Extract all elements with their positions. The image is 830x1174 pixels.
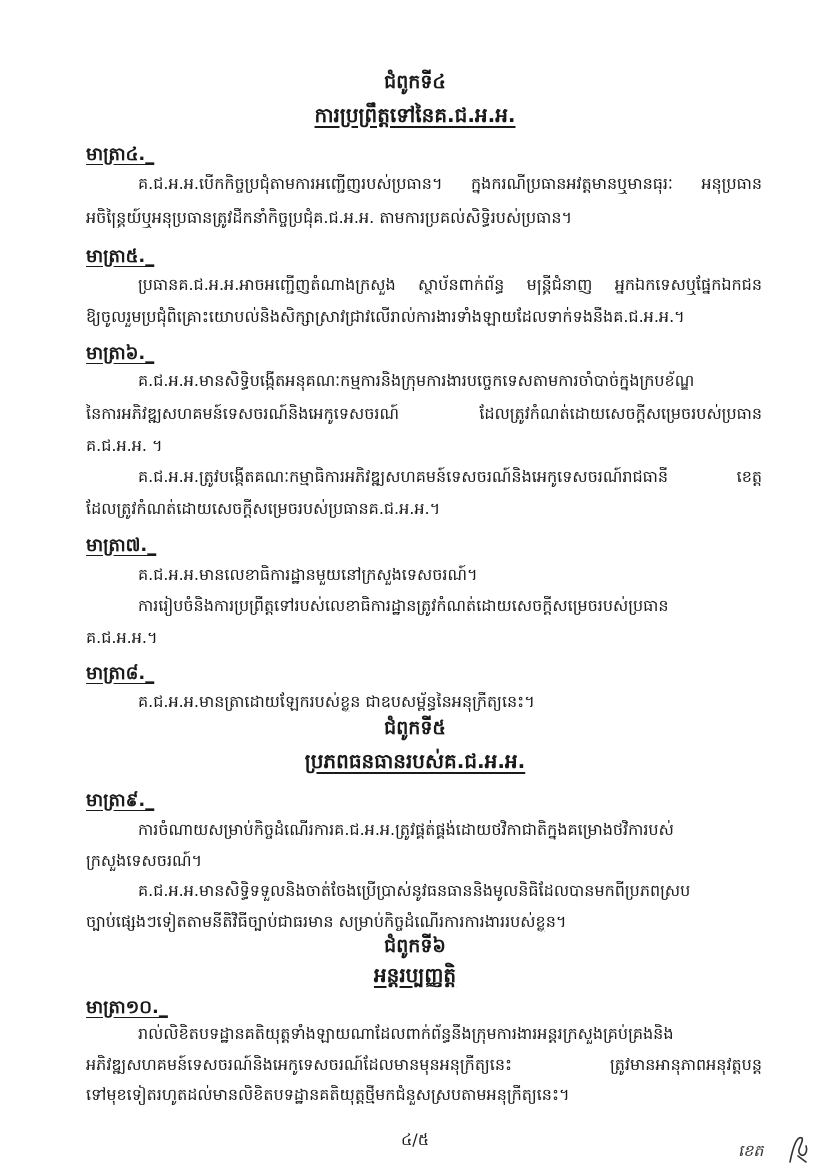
article-7-para-2-line-1: ការរៀបចំនិងការប្រព្រឹត្តទៅរបស់លេខាធិការដ្ឋានត្រូវកំណត់ដោយសេចក្តីសម្រេចរបស់ប្រធាន: [138, 596, 669, 615]
article-7-para-2-line-2: គ.ជ.អ.អ.។: [86, 628, 158, 647]
chapter-5-title: ប្រភពធនធានរបស់គ.ជ.អ.អ.: [304, 749, 526, 773]
article-5-line-2: ឱ្យចូលរួមប្រជុំពិគ្រោះយោបល់និងសិក្សាស្រាវជ្រាវលើរាល់ការងារទាំងឡាយដែលទាក់ទងនឹងគ.ជ.អ.អ.។: [86, 307, 685, 326]
article-4-line-2: អចិន្ត្រៃយ៍ឬអនុប្រធានត្រូវដឹកនាំកិច្ចប្រជុំគ.ជ.អ.អ. តាមការប្រគល់សិទ្ធិរបស់ប្រធាន។: [86, 208, 573, 227]
article-6-para-1-line-3: គ.ជ.អ.អ. ។: [86, 436, 163, 455]
article-10-line-1: រាល់លិខិតបទដ្ឋានគតិយុត្តទាំងឡាយណាដែលពាក់ព័ន្ធនឹងក្រុមការងារអន្តរក្រសួងគ្រប់គ្រងនិង: [138, 1024, 674, 1043]
article-6-para-2-line-2: ដែលត្រូវកំណត់ដោយសេចក្តីសម្រេចរបស់ប្រធានគ.ជ.អ.អ.។: [86, 499, 441, 518]
article-4-line-1: គ.ជ.អ.អ.បើកកិច្ចប្រជុំតាមការអញ្ជើញរបស់ប្រធាន។ ក្នុងករណីប្រធានអវត្តមានឬមានធុរៈ អនុប្រធាន: [138, 174, 762, 193]
article-6-para-2-line-1: គ.ជ.អ.អ.ត្រូវបង្កើតគណៈកម្មាធិការអភិវឌ្ឍសហគមន៍ទេសចរណ៍និងអេកូទេសចរណ៍រាជធានី ខេត្ត: [138, 467, 762, 486]
article-9-para-2-line-1: គ.ជ.អ.អ.មានសិទ្ធិទទួលនិងចាត់ចែងប្រើប្រាស់នូវធនធាននិងមូលនិធិដែលបានមកពីប្រភពស្រប: [138, 881, 691, 900]
chapter-6-heading: ជំពូកទី៦: [384, 935, 446, 957]
handwritten-note: ខេត: [738, 1141, 764, 1160]
article-6-para-1-line-2: នៃការអភិវឌ្ឍសហគមន៍ទេសចរណ៍និងអេកូទេសចរណ៍ ដែលត្រូវកំណត់ដោយសេចក្តីសម្រេចរបស់ប្រធាន: [86, 404, 762, 423]
article-9-para-1-line-2: ក្រសួងទេសចរណ៍។: [86, 851, 203, 870]
signature-mark-icon: [784, 1132, 814, 1168]
article-5-label: មាត្រា៥._: [86, 246, 155, 267]
article-9-para-2-line-2: ច្បាប់ផ្សេងៗទៀតតាមនីតិវិធីច្បាប់ជាធរមាន សម្រាប់កិច្ចដំណើរការការងាររបស់ខ្លួន។: [86, 912, 567, 931]
article-7-para-1: គ.ជ.អ.អ.មានលេខាធិការដ្ឋានមួយនៅក្រសួងទេសចរណ៍។: [138, 565, 478, 584]
chapter-5-heading: ជំពូកទី៥: [384, 717, 446, 739]
article-8-label: មាត្រា៨._: [86, 663, 155, 684]
article-10-line-3: ទៅមុខទៀតរហូតដល់មានលិខិតបទដ្ឋានគតិយុត្តថ្មីមកជំនួសស្របតាមអនុក្រឹត្យនេះ។: [86, 1085, 570, 1104]
article-6-para-1-line-1: គ.ជ.អ.អ.មានសិទ្ធិបង្កើតអនុគណៈកម្មការនិងក្រុមការងារបច្ចេកទេសតាមការចាំបាច់ក្នុងក្របខ័ណ្ឌ: [138, 371, 695, 390]
article-6-label: មាត្រា៦._: [86, 343, 155, 364]
article-8-para-1: គ.ជ.អ.អ.មានត្រាដោយឡែករបស់ខ្លួន ជាឧបសម្ព័ន្ធនៃអនុក្រឹត្យនេះ។: [138, 692, 535, 711]
article-4-label: មាត្រា៤._: [86, 144, 155, 165]
article-7-label: មាត្រា៧._: [86, 535, 157, 556]
chapter-4-title: ការប្រព្រឹត្តទៅនៃគ.ជ.អ.អ.: [314, 103, 516, 127]
page-number: ៤/៥: [400, 1130, 430, 1149]
chapter-4-heading: ជំពូកទី៤: [384, 71, 446, 93]
article-10-line-2: អភិវឌ្ឍសហគមន៍ទេសចរណ៍និងអេកូទេសចរណ៍ដែលមានមុនអនុក្រឹត្យនេះ ត្រូវមានអានុភាពអនុវត្តបន្ត: [86, 1055, 762, 1074]
article-9-para-1-line-1: ការចំណាយសម្រាប់កិច្ចដំណើរការគ.ជ.អ.អ.ត្រូវផ្គត់ផ្គង់ដោយថវិកាជាតិក្នុងគម្រោងថវិការបស់: [138, 820, 674, 839]
article-9-label: មាត្រា៩._: [86, 790, 155, 811]
article-10-label: មាត្រា១០._: [86, 997, 168, 1018]
chapter-6-title: អន្តរប្បញ្ញត្តិ: [373, 963, 457, 987]
article-5-line-1: ប្រធានគ.ជ.អ.អ.អាចអញ្ជើញតំណាងក្រសួង ស្ថាប័នពាក់ព័ន្ធ មន្ត្រីជំនាញ អ្នកឯកទេសឬផ្នែកឯកជន: [138, 275, 762, 294]
